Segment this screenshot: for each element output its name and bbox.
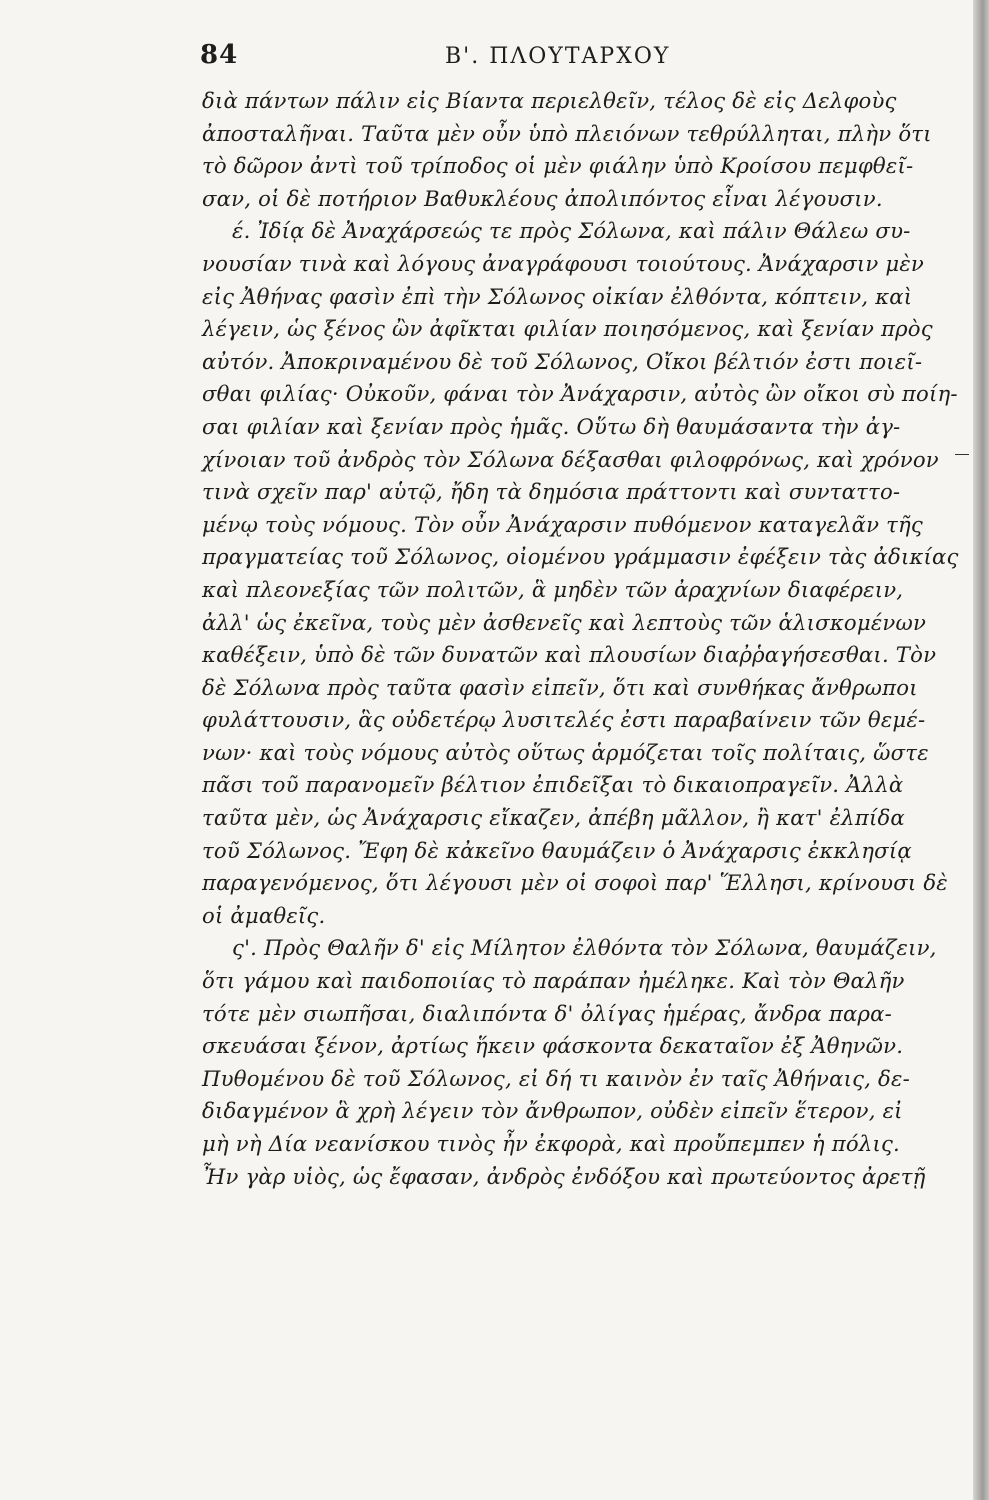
paragraph [202, 85, 932, 215]
text-line: εἰς Ἀθήνας φασὶν ἐπὶ τὴν Σόλωνος οἰκίαν ἐλθόντα, κόπτειν, καὶ [202, 283, 913, 309]
text-line: σαι φιλίαν καὶ ξενίαν πρὸς ἡμᾶς. Οὕτω δὴ θαυμάσαντα τὴν ἀγ- [202, 413, 901, 439]
paragraph [202, 932, 937, 1193]
text-line: καὶ πλεονεξίας τῶν πολιτῶν, ἃ μηδὲν τῶν ἀραχνίων διαφέρειν, [202, 576, 904, 602]
text-line: Ἦν γὰρ υἱὸς, ὡς ἔφασαν, ἀνδρὸς ἐνδόξου καὶ πρωτεύοντος ἀρετῇ [202, 1163, 926, 1189]
text-line: ταῦτα μὲν, ὡς Ἀνάχαρσις εἴκαζεν, ἀπέβη μᾶλλον, ἢ κατ' ἐλπίδα [202, 805, 905, 831]
text-line: οἱ ἀμαθεῖς. [202, 902, 326, 928]
text-line: χίνοιαν τοῦ ἀνδρὸς τὸν Σόλωνα δέξασθαι φιλοφρόνως, καὶ χρόνον [202, 446, 939, 472]
body-text [202, 85, 959, 1193]
text-line: ὅτι γάμου καὶ παιδοποιίας τὸ παράπαν ἠμέληκε. Καὶ τὸν Θαλῆν [202, 968, 905, 994]
margin-mark [955, 454, 969, 455]
text-line: σθαι φιλίας· Οὐκοῦν, φάναι τὸν Ἀνάχαρσιν, αὐτὸς ὢν οἴκοι σὺ ποίη- [202, 381, 958, 407]
text-line: έ. Ἰδίᾳ δὲ Ἀναχάρσεώς τε πρὸς Σόλωνα, καὶ πάλιν Θάλεω συ- [232, 218, 911, 244]
text-line: ἀποσταλῆναι. Ταῦτα μὲν οὖν ὑπὸ πλειόνων τεθρύλληται, πλὴν ὅτι [202, 120, 932, 146]
page-header [200, 40, 900, 76]
text-line: φυλάττουσιν, ἃς οὐδετέρῳ λυσιτελές ἐστι παραβαίνειν τῶν θεμέ- [202, 707, 926, 733]
text-line: σκευάσαι ξένον, ἀρτίως ἥκειν φάσκοντα δεκαταῖον ἐξ Ἀθηνῶν. [202, 1033, 904, 1059]
text-line: νων· καὶ τοὺς νόμους αὐτὸς οὕτως ἁρμόζεται τοῖς πολίταις, ὥστε [202, 739, 929, 765]
text-line: νουσίαν τινὰ καὶ λόγους ἀναγράφουσι τοιούτους. Ἀνάχαρσιν μὲν [202, 250, 924, 276]
text-line: σαν, οἱ δὲ ποτήριον Βαθυκλέους ἀπολιπόντος εἶναι λέγουσιν. [202, 185, 883, 211]
text-line: ἀλλ' ὡς ἐκεῖνα, τοὺς μὲν ἀσθενεῖς καὶ λεπτοὺς τῶν ἁλισκομένων [202, 609, 927, 635]
text-line: αὐτόν. Ἀποκριναμένου δὲ τοῦ Σόλωνος, Οἴκοι βέλτιόν ἐστι ποιεῖ- [202, 348, 923, 374]
paragraph [202, 215, 959, 932]
page-number: 84 [200, 40, 239, 70]
page-edge [973, 0, 989, 1500]
text-line: τὸ δῶρον ἀντὶ τοῦ τρίποδος οἱ μὲν φιάλην ὑπὸ Κροίσου πεμφθεῖ- [202, 153, 914, 179]
text-line: διδαγμένον ἃ χρὴ λέγειν τὸν ἄνθρωπον, οὐδὲν εἰπεῖν ἕτερον, εἰ [202, 1098, 903, 1124]
text-line: λέγειν, ὡς ξένος ὢν ἀφῖκται φιλίαν ποιησόμενος, καὶ ξενίαν πρὸς [202, 316, 933, 342]
text-line: καθέξειν, ὑπὸ δὲ τῶν δυνατῶν καὶ πλουσίων διαῤῥαγήσεσθαι. Τὸν [202, 642, 937, 668]
text-line: πραγματείας τοῦ Σόλωνος, οἰομένου γράμμασιν ἐφέξειν τὰς ἀδικίας [202, 544, 959, 570]
text-line: διὰ πάντων πάλιν εἰς Βίαντα περιελθεῖν, τέλος δὲ εἰς Δελφοὺς [202, 88, 897, 113]
text-line: δὲ Σόλωνα πρὸς ταῦτα φασὶν εἰπεῖν, ὅτι καὶ συνθήκας ἄνθρωποι [202, 674, 918, 700]
text-line: τότε μὲν σιωπῆσαι, διαλιπόντα δ' ὀλίγας ἡμέρας, ἄνδρα παρα- [202, 1000, 892, 1026]
running-title: Β'. ΠΛΟΥΤΑΡΧΟΥ [445, 44, 671, 69]
text-line: μένῳ τοὺς νόμους. Τὸν οὖν Ἀνάχαρσιν πυθόμενον καταγελᾶν τῆς [202, 511, 924, 537]
text-line: πᾶσι τοῦ παρανομεῖν βέλτιον ἐπιδεῖξαι τὸ δικαιοπραγεῖν. Ἀλλὰ [202, 772, 904, 798]
text-line: μὴ νὴ Δία νεανίσκου τινὸς ἦν ἐκφορὰ, καὶ προὔπεμπεν ἡ πόλις. [202, 1131, 900, 1156]
text-line: Πυθομένου δὲ τοῦ Σόλωνος, εἰ δή τι καινὸν ἐν ταῖς Ἀθήναις, δε- [202, 1065, 910, 1091]
text-line: παραγενόμενος, ὅτι λέγουσι μὲν οἱ σοφοὶ παρ' Ἕλλησι, κρίνουσι δὲ [202, 870, 948, 896]
text-line: ς'. Πρὸς Θαλῆν δ' εἰς Μίλητον ἐλθόντα τὸν Σόλωνα, θαυμάζειν, [232, 935, 937, 961]
text-line: τινὰ σχεῖν παρ' αὑτῷ, ἤδη τὰ δημόσια πράττοντι καὶ συνταττο- [202, 479, 901, 505]
text-line: τοῦ Σόλωνος. Ἔφη δὲ κἀκεῖνο θαυμάζειν ὁ Ἀνάχαρσις ἐκκλησίᾳ [202, 837, 912, 863]
